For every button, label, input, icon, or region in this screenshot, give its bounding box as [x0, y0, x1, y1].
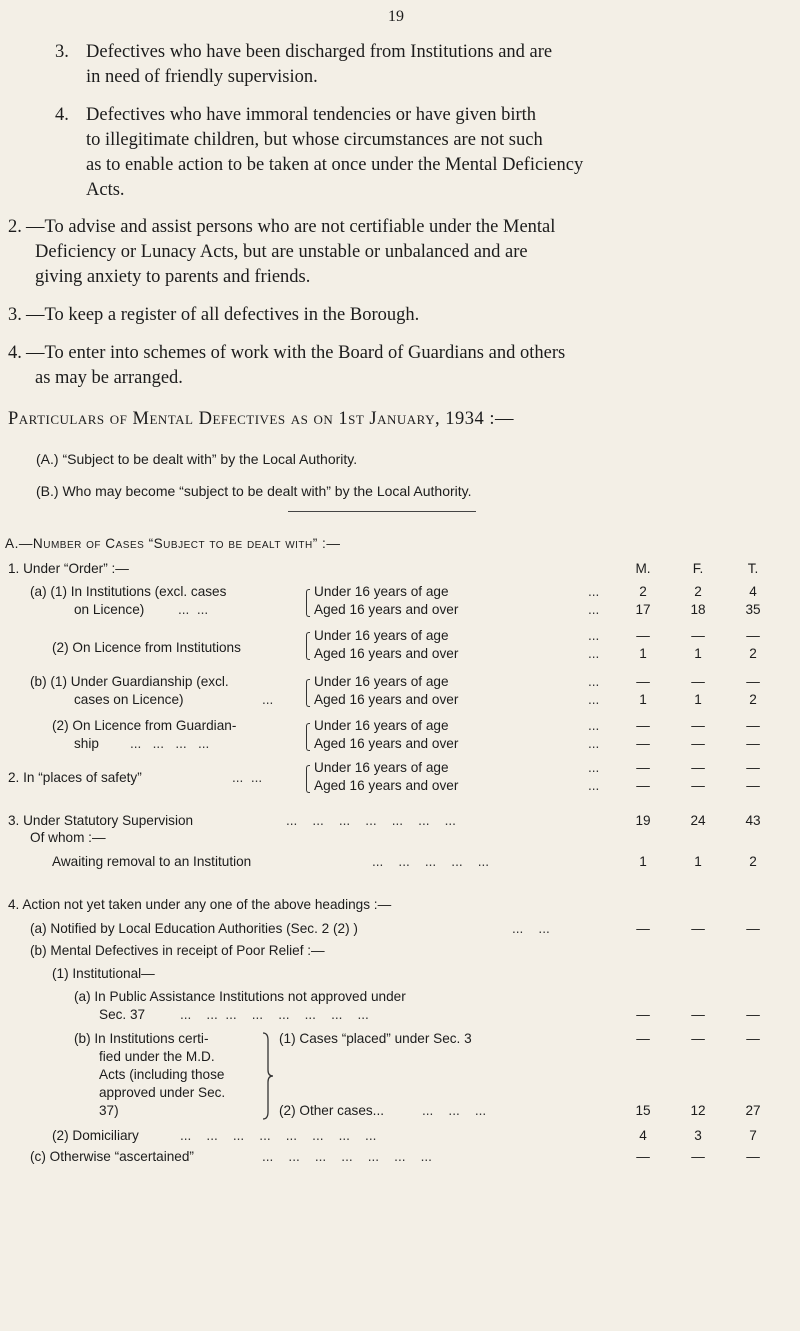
row-label: (a) Notified by Local Education Authorities (Sec. 2 (2) )	[30, 921, 358, 936]
item-number: 3.	[55, 42, 69, 62]
cell-t: 2	[749, 692, 757, 707]
cell-f: —	[691, 760, 705, 775]
row-label: (2) Domiciliary	[52, 1128, 139, 1143]
cell-t: —	[746, 1149, 760, 1164]
cell-m: 1	[639, 692, 647, 707]
row-label: (a) (1) In Institutions (excl. cases	[30, 584, 227, 599]
item-text-line: to illegitimate children, but whose circumstances are not such	[86, 130, 543, 150]
cell-f: —	[691, 718, 705, 733]
right-brace	[262, 1032, 274, 1120]
cell-f: —	[691, 778, 705, 793]
cell-m: —	[636, 778, 650, 793]
row-label: (2) On Licence from Guardian-	[52, 718, 237, 733]
cell-t: —	[746, 1031, 760, 1046]
age-over-label: Aged 16 years and over	[314, 736, 459, 751]
of-whom-label: Of whom :—	[30, 830, 106, 845]
duty-text-line: giving anxiety to parents and friends.	[35, 267, 311, 287]
age-under-label: Under 16 years of age	[314, 628, 449, 643]
cell-t: 35	[745, 602, 761, 617]
row-label: (b) (1) Under Guardianship (excl.	[30, 674, 229, 689]
cell-t: 2	[749, 854, 757, 869]
duty-text-line: —To enter into schemes of work with the Board of Guardians and others	[26, 343, 566, 363]
age-under-label: Under 16 years of age	[314, 674, 449, 689]
row-label: approved under Sec.	[99, 1085, 226, 1100]
cell-t: —	[746, 921, 760, 936]
cell-m: —	[636, 921, 650, 936]
cell-f: —	[691, 1007, 705, 1022]
duty-number: 3.	[8, 305, 22, 325]
cell-m: 4	[639, 1128, 647, 1143]
brace	[306, 723, 310, 751]
cell-t: —	[746, 1007, 760, 1022]
cell-f: —	[691, 921, 705, 936]
duty-text-line: —To keep a register of all defectives in the Borough.	[26, 305, 420, 325]
cell-t: 4	[749, 584, 757, 599]
cell-t: 43	[745, 813, 761, 828]
row-label: cases on Licence)	[74, 692, 184, 707]
cell-m: —	[636, 628, 650, 643]
cell-m: 19	[635, 813, 651, 828]
age-under-label: Under 16 years of age	[314, 584, 449, 599]
cell-m: —	[636, 1149, 650, 1164]
duty-number: 2.	[8, 217, 22, 237]
under-order-label: 1. Under “Order” :—	[8, 561, 129, 576]
item-number: 4.	[55, 105, 69, 125]
row-label: (1) Institutional—	[52, 966, 155, 981]
cell-m: —	[636, 718, 650, 733]
cell-m: 1	[639, 854, 647, 869]
age-over-label: Aged 16 years and over	[314, 602, 459, 617]
cell-m: —	[636, 1007, 650, 1022]
row-label: (2) Other cases...	[279, 1103, 385, 1118]
row-label: 37)	[99, 1103, 119, 1118]
duty-text-line: Deficiency or Lunacy Acts, but are unstable or unbalanced and are	[35, 242, 528, 262]
duty-text-line: as may be arranged.	[35, 368, 183, 388]
row-label: (2) On Licence from Institutions	[52, 640, 241, 655]
cell-f: 3	[694, 1128, 702, 1143]
cell-f: 12	[690, 1103, 706, 1118]
cell-t: —	[746, 718, 760, 733]
item-text-line: Defectives who have immoral tendencies or have given birth	[86, 105, 537, 125]
cell-t: 27	[745, 1103, 761, 1118]
cell-t: —	[746, 760, 760, 775]
age-over-label: Aged 16 years and over	[314, 778, 459, 793]
brace	[306, 679, 310, 707]
row-label: Acts (including those	[99, 1067, 225, 1082]
col-header-m: M.	[635, 561, 651, 576]
cell-t: 7	[749, 1128, 757, 1143]
cell-f: —	[691, 1149, 705, 1164]
cell-f: —	[691, 736, 705, 751]
age-under-label: Under 16 years of age	[314, 760, 449, 775]
brace	[306, 632, 310, 660]
cell-m: —	[636, 674, 650, 689]
cell-m: —	[636, 760, 650, 775]
cell-f: 24	[690, 813, 706, 828]
subheading-b: (B.) Who may become “subject to be dealt with” by the Local Authority.	[36, 483, 472, 499]
subheading-a: (A.) “Subject to be dealt with” by the Local Authority.	[36, 451, 358, 467]
row-label: (a) In Public Assistance Institutions not approved under	[74, 989, 406, 1004]
cell-m: —	[636, 1031, 650, 1046]
item-text-line: Acts.	[86, 180, 125, 200]
cell-t: 2	[749, 646, 757, 661]
action-heading: 4. Action not yet taken under any one of the above headings :—	[8, 897, 392, 912]
row-label: ship	[74, 736, 99, 751]
page-number: 19	[388, 8, 404, 25]
cell-f: 18	[690, 602, 706, 617]
row-label: (b) In Institutions certi-	[74, 1031, 209, 1046]
cell-t: —	[746, 778, 760, 793]
divider-rule	[288, 511, 476, 512]
cell-m: —	[636, 736, 650, 751]
age-over-label: Aged 16 years and over	[314, 646, 459, 661]
row-label: 3. Under Statutory Supervision	[8, 813, 194, 828]
cell-f: —	[691, 628, 705, 643]
cell-f: —	[691, 1031, 705, 1046]
cell-t: —	[746, 628, 760, 643]
row-label: (b) Mental Defectives in receipt of Poor Relief :—	[30, 943, 325, 958]
item-text-line: in need of friendly supervision.	[86, 67, 318, 87]
item-text-line: Defectives who have been discharged from Institutions and are	[86, 42, 553, 62]
brace	[306, 765, 310, 793]
row-label: on Licence)	[74, 602, 145, 617]
cell-f: 2	[694, 584, 702, 599]
row-label: 2. In “places of safety”	[8, 770, 142, 785]
particulars-heading: Particulars of Mental Defectives as on 1st January, 1934 :—	[8, 409, 515, 429]
row-label: (1) Cases “placed” under Sec. 3	[279, 1031, 472, 1046]
row-label: (c) Otherwise “ascertained”	[30, 1149, 194, 1164]
section-a-heading: A.—Number of Cases “Subject to be dealt with” :—	[5, 536, 341, 551]
col-header-f: F.	[692, 561, 704, 576]
row-label: fied under the M.D.	[99, 1049, 215, 1064]
cell-m: 15	[635, 1103, 651, 1118]
brace	[306, 589, 310, 617]
cell-f: 1	[694, 692, 702, 707]
cell-m: 17	[635, 602, 651, 617]
cell-m: 1	[639, 646, 647, 661]
item-text-line: as to enable action to be taken at once under the Mental Deficiency	[86, 155, 584, 175]
col-header-t: T.	[747, 561, 759, 576]
cell-f: 1	[694, 646, 702, 661]
cell-m: 2	[639, 584, 647, 599]
cell-f: —	[691, 674, 705, 689]
cell-t: —	[746, 736, 760, 751]
cell-t: —	[746, 674, 760, 689]
cell-f: 1	[694, 854, 702, 869]
duty-text-line: —To advise and assist persons who are not certifiable under the Mental	[26, 217, 556, 237]
age-under-label: Under 16 years of age	[314, 718, 449, 733]
row-label: Awaiting removal to an Institution	[52, 854, 252, 869]
row-label: Sec. 37	[99, 1007, 146, 1022]
age-over-label: Aged 16 years and over	[314, 692, 459, 707]
duty-number: 4.	[8, 343, 22, 363]
